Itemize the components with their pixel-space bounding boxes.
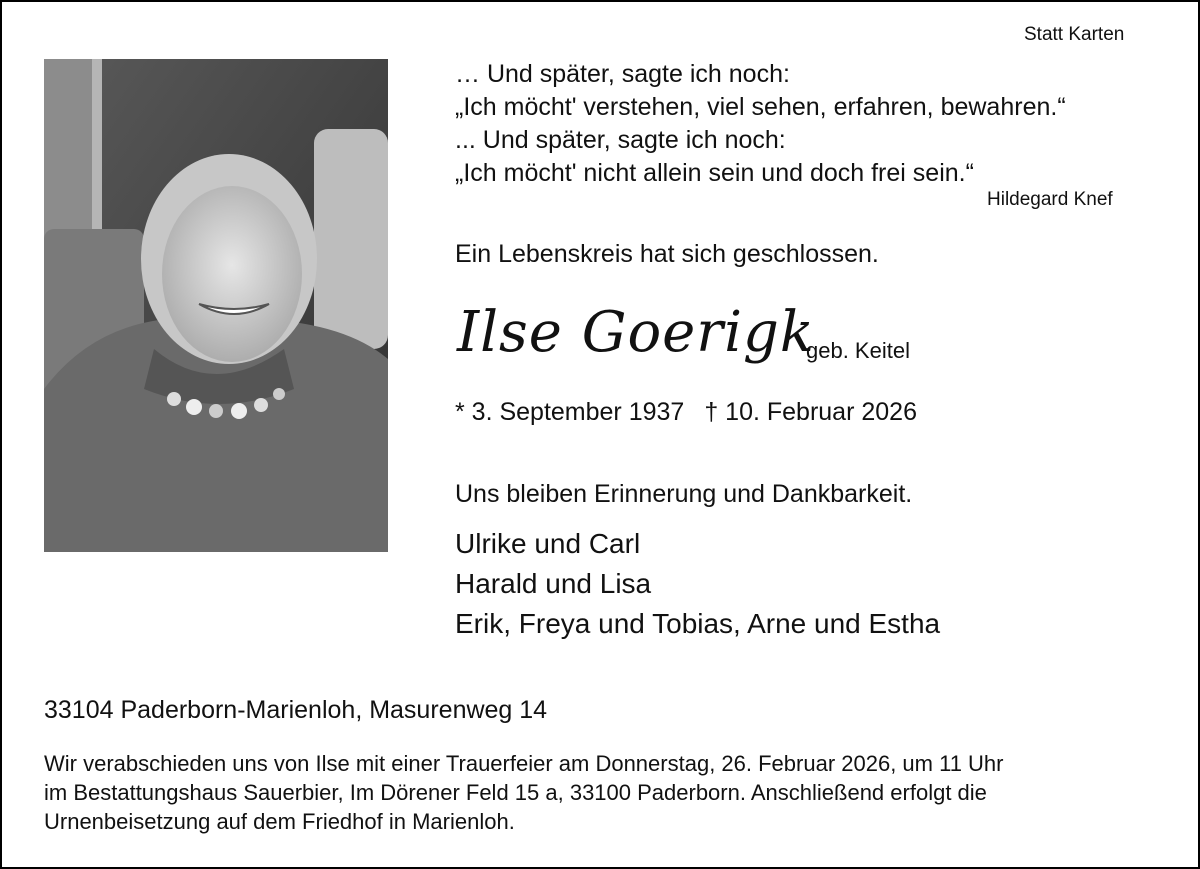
ceremony-line: Urnenbeisetzung auf dem Friedhof in Marienloh.: [44, 809, 515, 834]
ceremony-line: Wir verabschieden uns von Ilse mit einer Trauerfeier am Donnerstag, 26. Februar 2026, um 11 Uhr: [44, 751, 1004, 776]
poem-quote: [455, 58, 1066, 190]
statt-karten-label: Statt Karten: [1024, 24, 1125, 45]
family-member-line: Harald und Lisa: [455, 568, 652, 599]
address: 33104 Paderborn-Marienloh, Masurenweg 14: [44, 696, 548, 724]
ceremony-line: im Bestattungshaus Sauerbier, Im Dörener Feld 15 a, 33100 Paderborn. Anschließend erfolgt die: [44, 780, 987, 805]
portrait-photo: [44, 59, 388, 552]
family-member-line: Erik, Freya und Tobias, Arne und Estha: [455, 608, 941, 639]
intro-text: Ein Lebenskreis hat sich geschlossen.: [455, 240, 879, 268]
death-date: † 10. Februar 2026: [704, 398, 917, 426]
birth-date: * 3. September 1937: [455, 398, 685, 426]
poem-line: ... Und später, sagte ich noch:: [455, 126, 786, 154]
life-dates: [455, 398, 917, 427]
family-list: [455, 524, 940, 644]
family-member-line: Ulrike und Carl: [455, 528, 641, 559]
gratitude-text: Uns bleiben Erinnerung und Dankbarkeit.: [455, 480, 913, 508]
deceased-name: Ilse Goerigk: [457, 300, 815, 365]
poem-line: … Und später, sagte ich noch:: [455, 60, 790, 88]
ceremony-info: [44, 749, 1004, 836]
maiden-name: geb. Keitel: [806, 338, 910, 363]
poem-line: „Ich möcht' verstehen, viel sehen, erfahren, bewahren.“: [455, 93, 1066, 121]
poem-line: „Ich möcht' nicht allein sein und doch frei sein.“: [455, 159, 974, 187]
poem-author: Hildegard Knef: [987, 189, 1113, 210]
